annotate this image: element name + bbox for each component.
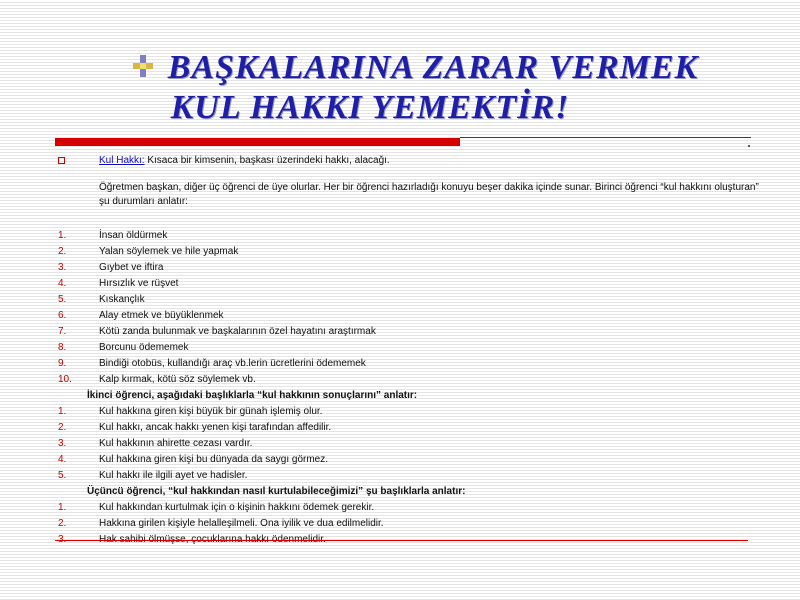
- list-item: 1. Kul hakkından kurtulmak için o kişinin hakkını ödemek gerekir.: [58, 502, 375, 513]
- slide-body: [0, 153, 800, 548]
- list-item: 1. Kul hakkına giren kişi büyük bir günah işlemiş olur.: [58, 406, 323, 417]
- list-2: [0, 404, 800, 484]
- slide-title: [0, 48, 800, 128]
- title-text-1: BAŞKALARINA ZARAR VERMEK: [167, 49, 699, 86]
- intro-paragraph: Öğretmen başkan, diğer üç öğrenci de üye olurlar. Her bir öğrenci hazırladığı konuyu beşer dakika içinde sunar. Birinci öğrenci “kul hakkını oluşturan” şu durumları anlatır:: [99, 182, 759, 207]
- title-line-2: KUL HAKKI YEMEKTİR!: [170, 89, 570, 126]
- list-item: 3. Gıybet ve iftira: [58, 262, 164, 273]
- list-item: 10. Kalp kırmak, kötü söz söylemek vb.: [58, 374, 256, 385]
- intro-definition: Kısaca bir kimsenin, başkası üzerindeki hakkı, alacağı.: [144, 155, 390, 166]
- section-heading-3: Üçüncü öğrenci, “kul hakkından nasıl kurtulabileceğimizi” şu başlıklarla anlatır:: [87, 486, 466, 497]
- list-item: 4. Kul hakkına giren kişi bu dünyada da saygı görmez.: [58, 454, 329, 465]
- list-item: 9. Bindiği otobüs, kullandığı araç vb.lerin ücretlerini ödememek: [58, 358, 366, 369]
- list-item: 2. Yalan söylemek ve hile yapmak: [58, 246, 239, 257]
- square-bullet-icon: [58, 157, 65, 164]
- list-item: 5. Kul hakkı ile ilgili ayet ve hadisler.: [58, 470, 248, 481]
- list-item: 4. Hırsızlık ve rüşvet: [58, 278, 179, 289]
- list-item: 6. Alay etmek ve büyüklenmek: [58, 310, 224, 321]
- list-item: 2. Kul hakkı, ancak hakkı yenen kişi tarafından affedilir.: [58, 422, 332, 433]
- list-item: 7. Kötü zanda bulunmak ve başkalarının özel hayatını araştırmak: [58, 326, 376, 337]
- list-item: 1. İnsan öldürmek: [58, 230, 168, 241]
- intro-row: [0, 153, 800, 169]
- divider-thin-top: [460, 137, 751, 138]
- intro-text: [99, 153, 390, 169]
- cross-bullet-icon: [132, 53, 154, 79]
- divider-dot: [748, 145, 750, 147]
- title-line-1: [0, 48, 800, 88]
- list-item: 3. Kul hakkının ahirette cezası vardır.: [58, 438, 253, 449]
- kul-hakki-link[interactable]: Kul Hakkı:: [99, 155, 145, 166]
- list-item: 5. Kıskançlık: [58, 294, 145, 305]
- divider-red-bar: [55, 138, 460, 146]
- section-heading-2: İkinci öğrenci, aşağıdaki başlıklarla “kul hakkının sonuçlarını” anlatır:: [87, 390, 418, 401]
- list-item: 8. Borcunu ödememek: [58, 342, 189, 353]
- list-item: 2. Hakkına girilen kişiyle helalleşilmeli. Ona iyilik ve dua edilmelidir.: [58, 518, 384, 529]
- list-1: [0, 228, 800, 388]
- paragraph-row: [0, 169, 800, 207]
- divider-thin-bottom: [55, 540, 748, 541]
